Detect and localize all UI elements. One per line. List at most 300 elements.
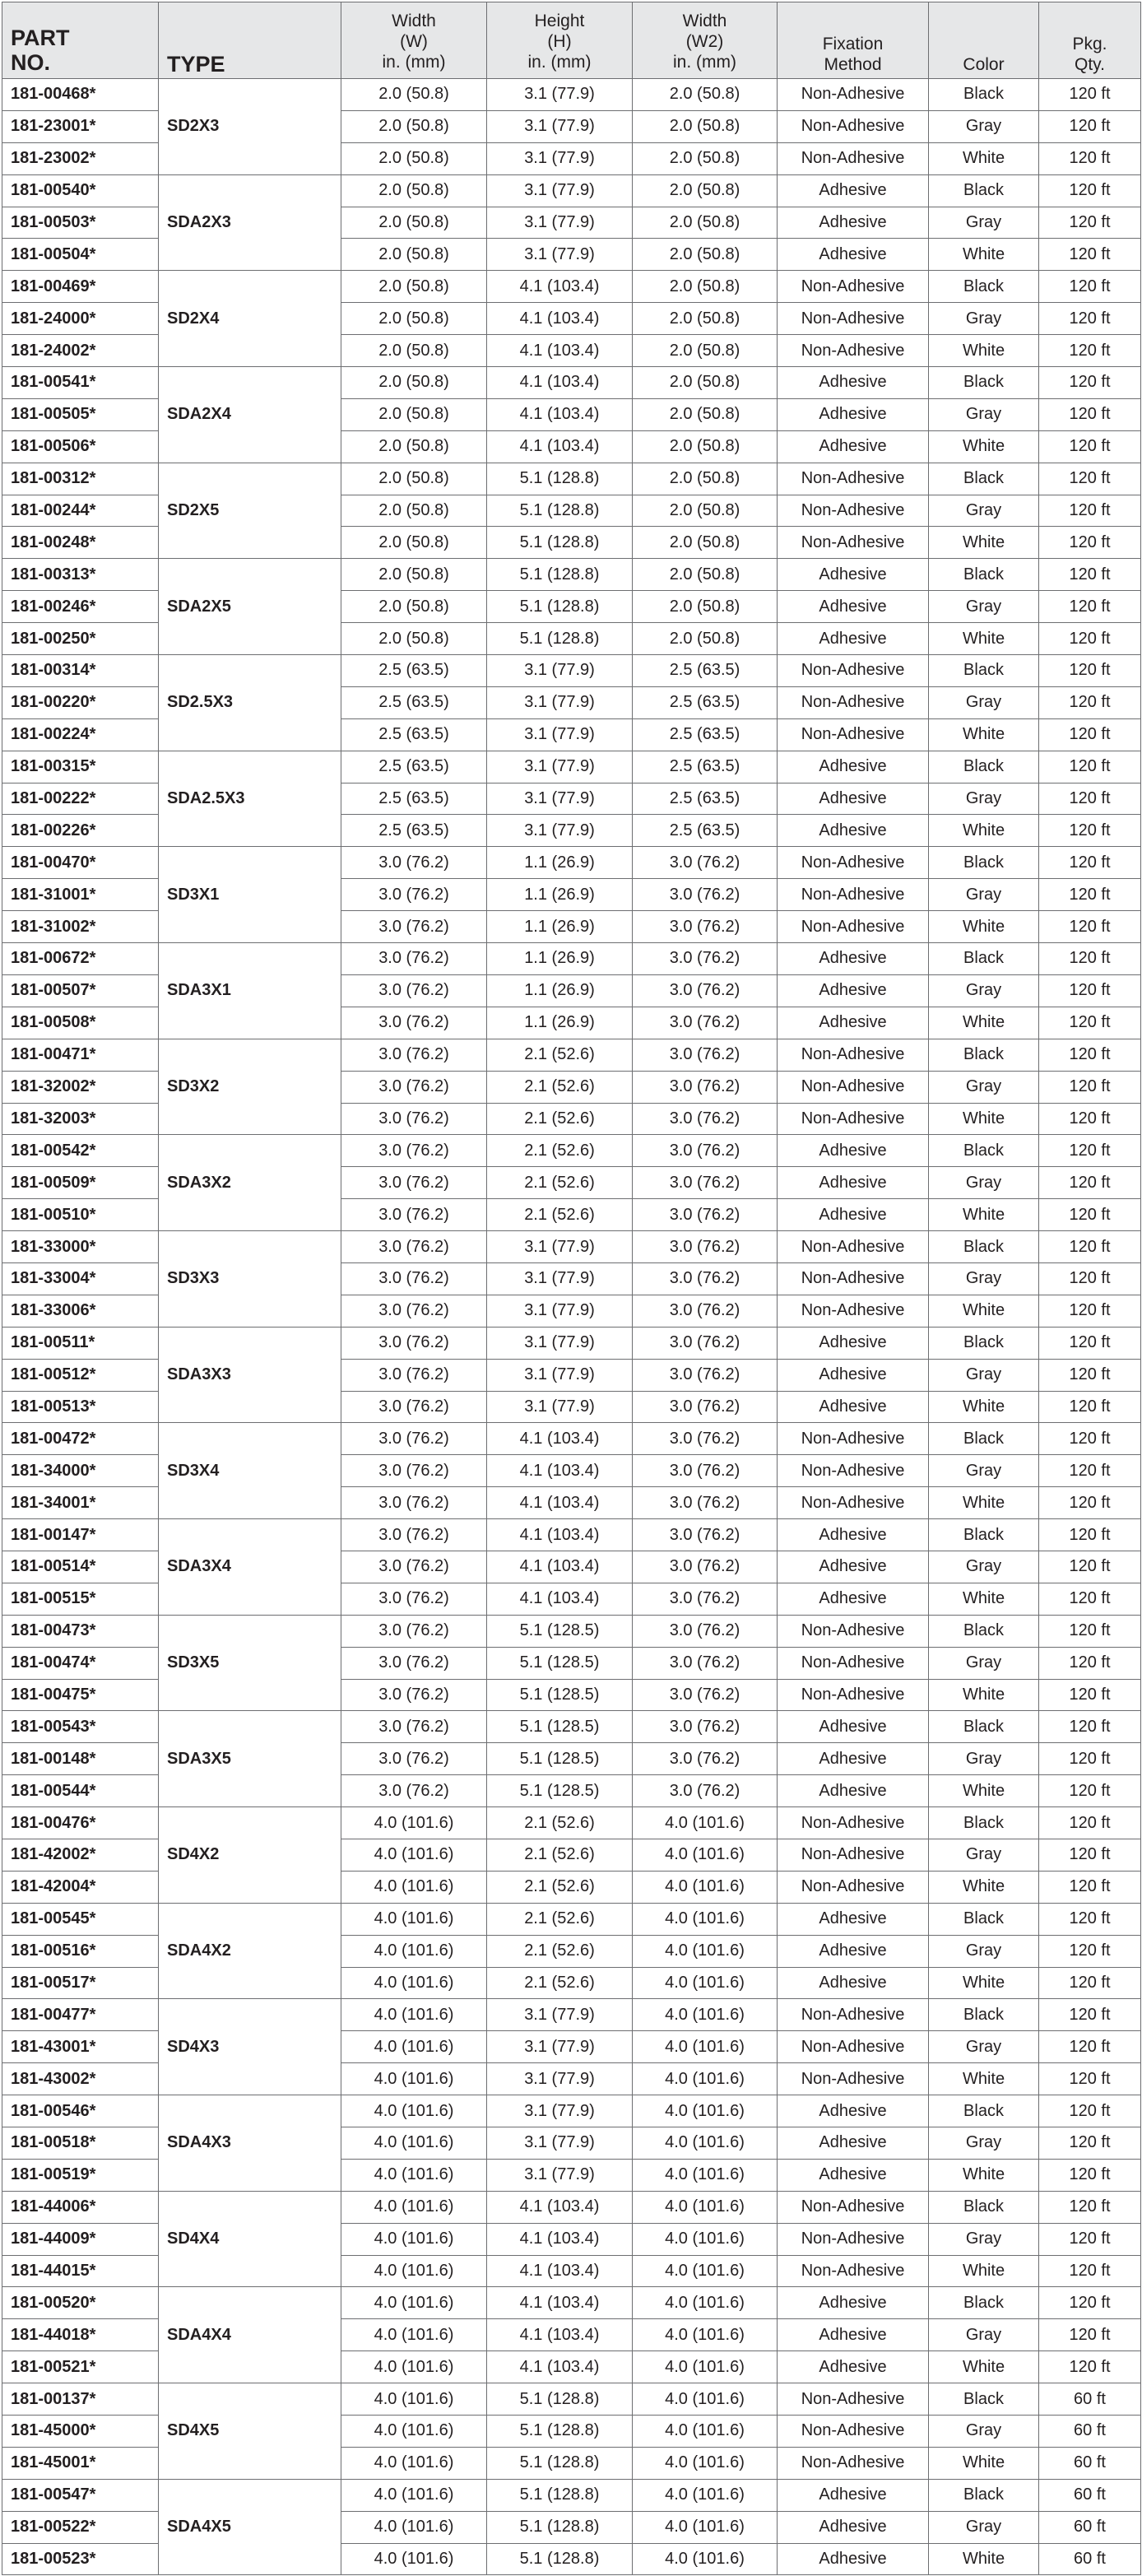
type-cell: SDA2X4 — [159, 367, 341, 463]
type-cell: SDA3X4 — [159, 1519, 341, 1616]
color-cell: Gray — [929, 783, 1039, 815]
fixation-method-cell: Non-Adhesive — [778, 2191, 929, 2223]
type-cell: SDA2X5 — [159, 559, 341, 655]
table-row — [2, 2095, 1141, 2127]
pkg-qty-cell: 120 ft — [1039, 879, 1141, 911]
header-part-no — [2, 2, 159, 79]
height-cell: 4.1 (103.4) — [487, 271, 633, 303]
pkg-qty-cell: 120 ft — [1039, 591, 1141, 623]
pkg-qty-cell: 120 ft — [1039, 1071, 1141, 1103]
height-cell: 4.1 (103.4) — [487, 1583, 633, 1615]
height-cell: 5.1 (128.8) — [487, 495, 633, 527]
part-number-cell: 181-00246* — [2, 591, 159, 623]
width-cell: 4.0 (101.6) — [341, 2416, 487, 2448]
pkg-qty-cell: 120 ft — [1039, 1679, 1141, 1711]
height-cell: 4.1 (103.4) — [487, 430, 633, 463]
color-cell: Gray — [929, 398, 1039, 430]
height-cell: 5.1 (128.5) — [487, 1775, 633, 1807]
fixation-method-cell: Adhesive — [778, 943, 929, 975]
color-cell: Black — [929, 1231, 1039, 1263]
pkg-qty-cell: 120 ft — [1039, 783, 1141, 815]
width-cell: 4.0 (101.6) — [341, 2095, 487, 2127]
color-cell: White — [929, 527, 1039, 559]
width2-cell: 4.0 (101.6) — [633, 2159, 778, 2191]
color-cell: Black — [929, 2191, 1039, 2223]
type-cell: SD3X4 — [159, 1423, 341, 1519]
color-cell: Gray — [929, 2511, 1039, 2543]
pkg-qty-cell: 120 ft — [1039, 1807, 1141, 1839]
width2-cell: 3.0 (76.2) — [633, 1167, 778, 1199]
part-number-cell: 181-00540* — [2, 174, 159, 207]
type-cell: SDA2.5X3 — [159, 751, 341, 847]
part-number-cell: 181-00504* — [2, 239, 159, 271]
width-cell: 4.0 (101.6) — [341, 2063, 487, 2095]
type-cell: SDA3X3 — [159, 1327, 341, 1423]
color-cell: Black — [929, 1519, 1039, 1551]
table-row — [2, 79, 1141, 111]
table-row — [2, 463, 1141, 495]
pkg-qty-cell: 120 ft — [1039, 2127, 1141, 2160]
width-cell: 2.0 (50.8) — [341, 110, 487, 142]
color-cell: Gray — [929, 1935, 1039, 1967]
fixation-method-cell: Non-Adhesive — [778, 1487, 929, 1519]
color-cell: White — [929, 1391, 1039, 1423]
part-number-cell: 181-34000* — [2, 1455, 159, 1487]
fixation-method-cell: Adhesive — [778, 1199, 929, 1231]
height-cell: 5.1 (128.5) — [487, 1711, 633, 1743]
part-number-cell: 181-00507* — [2, 974, 159, 1007]
pkg-qty-cell: 120 ft — [1039, 815, 1141, 847]
fixation-method-cell: Adhesive — [778, 1743, 929, 1775]
part-number-cell: 181-00313* — [2, 559, 159, 591]
header-part-line2: NO. — [11, 50, 51, 75]
part-number-cell: 181-00222* — [2, 783, 159, 815]
pkg-qty-cell: 120 ft — [1039, 655, 1141, 687]
pkg-qty-cell: 120 ft — [1039, 1455, 1141, 1487]
part-number-cell: 181-43002* — [2, 2063, 159, 2095]
pkg-qty-cell: 120 ft — [1039, 398, 1141, 430]
fixation-method-cell: Non-Adhesive — [778, 463, 929, 495]
height-cell: 4.1 (103.4) — [487, 303, 633, 335]
fixation-method-cell: Adhesive — [778, 1711, 929, 1743]
color-cell: White — [929, 1871, 1039, 1903]
pkg-qty-cell: 120 ft — [1039, 1135, 1141, 1167]
header-width2-line3: in. (mm) — [673, 52, 736, 72]
width2-cell: 4.0 (101.6) — [633, 2287, 778, 2319]
part-number-cell: 181-00470* — [2, 847, 159, 879]
type-cell: SDA4X3 — [159, 2095, 341, 2192]
width2-cell: 4.0 (101.6) — [633, 2511, 778, 2543]
fixation-method-cell: Adhesive — [778, 1903, 929, 1935]
width-cell: 4.0 (101.6) — [341, 2447, 487, 2479]
part-number-cell: 181-00475* — [2, 1679, 159, 1711]
width-cell: 4.0 (101.6) — [341, 2255, 487, 2287]
part-number-cell: 181-43001* — [2, 2031, 159, 2063]
fixation-method-cell: Non-Adhesive — [778, 1615, 929, 1647]
pkg-qty-cell: 120 ft — [1039, 1551, 1141, 1583]
width2-cell: 3.0 (76.2) — [633, 1679, 778, 1711]
fixation-method-cell: Non-Adhesive — [778, 1807, 929, 1839]
width-cell: 4.0 (101.6) — [341, 1903, 487, 1935]
width-cell: 4.0 (101.6) — [341, 2191, 487, 2223]
part-number-cell: 181-00220* — [2, 686, 159, 718]
width2-cell: 2.0 (50.8) — [633, 239, 778, 271]
color-cell: Gray — [929, 110, 1039, 142]
color-cell: Black — [929, 2287, 1039, 2319]
fixation-method-cell: Adhesive — [778, 1935, 929, 1967]
part-number-cell: 181-00312* — [2, 463, 159, 495]
pkg-qty-cell: 120 ft — [1039, 847, 1141, 879]
height-cell: 5.1 (128.5) — [487, 1647, 633, 1679]
part-number-cell: 181-00513* — [2, 1391, 159, 1423]
width-cell: 3.0 (76.2) — [341, 879, 487, 911]
color-cell: White — [929, 1487, 1039, 1519]
color-cell: Black — [929, 1327, 1039, 1359]
fixation-method-cell: Adhesive — [778, 591, 929, 623]
table-row — [2, 1231, 1141, 1263]
fixation-method-cell: Non-Adhesive — [778, 2447, 929, 2479]
width2-cell: 4.0 (101.6) — [633, 2319, 778, 2351]
pkg-qty-cell: 120 ft — [1039, 1423, 1141, 1455]
pkg-qty-cell: 120 ft — [1039, 174, 1141, 207]
table-row — [2, 1807, 1141, 1839]
pkg-qty-cell: 120 ft — [1039, 2095, 1141, 2127]
height-cell: 5.1 (128.8) — [487, 2447, 633, 2479]
table-row — [2, 1135, 1141, 1167]
pkg-qty-cell: 120 ft — [1039, 1487, 1141, 1519]
height-cell: 3.1 (77.9) — [487, 1231, 633, 1263]
width-cell: 4.0 (101.6) — [341, 2287, 487, 2319]
width2-cell: 2.0 (50.8) — [633, 207, 778, 239]
width-cell: 3.0 (76.2) — [341, 974, 487, 1007]
height-cell: 2.1 (52.6) — [487, 1199, 633, 1231]
width-cell: 3.0 (76.2) — [341, 1071, 487, 1103]
height-cell: 3.1 (77.9) — [487, 751, 633, 783]
fixation-method-cell: Non-Adhesive — [778, 110, 929, 142]
table-row — [2, 751, 1141, 783]
fixation-method-cell: Non-Adhesive — [778, 527, 929, 559]
fixation-method-cell: Non-Adhesive — [778, 1839, 929, 1871]
height-cell: 2.1 (52.6) — [487, 1807, 633, 1839]
header-qty-line2: Qty. — [1075, 55, 1105, 74]
part-number-cell: 181-00508* — [2, 1007, 159, 1039]
color-cell: Gray — [929, 1839, 1039, 1871]
height-cell: 5.1 (128.8) — [487, 591, 633, 623]
width2-cell: 4.0 (101.6) — [633, 2031, 778, 2063]
fixation-method-cell: Adhesive — [778, 2511, 929, 2543]
pkg-qty-cell: 120 ft — [1039, 495, 1141, 527]
height-cell: 3.1 (77.9) — [487, 142, 633, 174]
width-cell: 3.0 (76.2) — [341, 943, 487, 975]
width2-cell: 3.0 (76.2) — [633, 1295, 778, 1327]
width2-cell: 2.0 (50.8) — [633, 142, 778, 174]
type-cell: SD4X5 — [159, 2383, 341, 2480]
width-cell: 4.0 (101.6) — [341, 2031, 487, 2063]
fixation-method-cell: Non-Adhesive — [778, 718, 929, 751]
part-number-cell: 181-00226* — [2, 815, 159, 847]
pkg-qty-cell: 120 ft — [1039, 271, 1141, 303]
height-cell: 4.1 (103.4) — [487, 2351, 633, 2383]
pkg-qty-cell: 120 ft — [1039, 1647, 1141, 1679]
color-cell: White — [929, 430, 1039, 463]
height-cell: 4.1 (103.4) — [487, 1487, 633, 1519]
header-width — [341, 2, 487, 79]
width-cell: 2.0 (50.8) — [341, 591, 487, 623]
height-cell: 3.1 (77.9) — [487, 1359, 633, 1391]
width2-cell: 3.0 (76.2) — [633, 1647, 778, 1679]
pkg-qty-cell: 120 ft — [1039, 2255, 1141, 2287]
fixation-method-cell: Adhesive — [778, 1551, 929, 1583]
width2-cell: 3.0 (76.2) — [633, 1583, 778, 1615]
pkg-qty-cell: 120 ft — [1039, 911, 1141, 943]
part-number-cell: 181-00509* — [2, 1167, 159, 1199]
height-cell: 4.1 (103.4) — [487, 367, 633, 399]
type-cell: SD2X4 — [159, 271, 341, 367]
part-number-cell: 181-00505* — [2, 398, 159, 430]
width-cell: 2.5 (63.5) — [341, 815, 487, 847]
width2-cell: 3.0 (76.2) — [633, 1615, 778, 1647]
height-cell: 1.1 (26.9) — [487, 911, 633, 943]
height-cell: 3.1 (77.9) — [487, 783, 633, 815]
height-cell: 3.1 (77.9) — [487, 686, 633, 718]
height-cell: 2.1 (52.6) — [487, 1935, 633, 1967]
width2-cell: 4.0 (101.6) — [633, 1871, 778, 1903]
width2-cell: 2.5 (63.5) — [633, 751, 778, 783]
height-cell: 3.1 (77.9) — [487, 2031, 633, 2063]
width-cell: 3.0 (76.2) — [341, 1231, 487, 1263]
pkg-qty-cell: 120 ft — [1039, 2287, 1141, 2319]
fixation-method-cell: Adhesive — [778, 1359, 929, 1391]
pkg-qty-cell: 120 ft — [1039, 623, 1141, 655]
color-cell: Gray — [929, 303, 1039, 335]
color-cell: Black — [929, 1807, 1039, 1839]
part-number-cell: 181-00515* — [2, 1583, 159, 1615]
header-fixation-line2: Method — [824, 55, 882, 74]
fixation-method-cell: Non-Adhesive — [778, 1423, 929, 1455]
width-cell: 3.0 (76.2) — [341, 1327, 487, 1359]
part-number-cell: 181-00512* — [2, 1359, 159, 1391]
width2-cell: 3.0 (76.2) — [633, 1487, 778, 1519]
header-height-line3: in. (mm) — [527, 52, 592, 72]
height-cell: 1.1 (26.9) — [487, 879, 633, 911]
type-cell: SD4X4 — [159, 2191, 341, 2287]
pkg-qty-cell: 60 ft — [1039, 2416, 1141, 2448]
color-cell: White — [929, 623, 1039, 655]
height-cell: 3.1 (77.9) — [487, 110, 633, 142]
height-cell: 4.1 (103.4) — [487, 2191, 633, 2223]
width-cell: 3.0 (76.2) — [341, 1743, 487, 1775]
pkg-qty-cell: 120 ft — [1039, 2319, 1141, 2351]
part-number-cell: 181-00511* — [2, 1327, 159, 1359]
part-number-cell: 181-00541* — [2, 367, 159, 399]
pkg-qty-cell: 120 ft — [1039, 1103, 1141, 1135]
part-number-cell: 181-45001* — [2, 2447, 159, 2479]
type-cell: SD2.5X3 — [159, 655, 341, 751]
width2-cell: 3.0 (76.2) — [633, 1039, 778, 1071]
part-number-cell: 181-00147* — [2, 1519, 159, 1551]
color-cell: Black — [929, 1423, 1039, 1455]
pkg-qty-cell: 120 ft — [1039, 974, 1141, 1007]
width-cell: 4.0 (101.6) — [341, 2511, 487, 2543]
product-spec-table — [2, 2, 1141, 2575]
width2-cell: 2.0 (50.8) — [633, 430, 778, 463]
type-cell: SDA2X3 — [159, 174, 341, 271]
width-cell: 4.0 (101.6) — [341, 2479, 487, 2511]
width-cell: 2.5 (63.5) — [341, 686, 487, 718]
width-cell: 4.0 (101.6) — [341, 1935, 487, 1967]
width-cell: 3.0 (76.2) — [341, 1167, 487, 1199]
part-number-cell: 181-00148* — [2, 1743, 159, 1775]
height-cell: 3.1 (77.9) — [487, 2159, 633, 2191]
width-cell: 4.0 (101.6) — [341, 2223, 487, 2255]
fixation-method-cell: Non-Adhesive — [778, 655, 929, 687]
color-cell: Black — [929, 1135, 1039, 1167]
fixation-method-cell: Non-Adhesive — [778, 1071, 929, 1103]
width-cell: 2.0 (50.8) — [341, 303, 487, 335]
header-pkg-qty — [1039, 2, 1141, 79]
height-cell: 4.1 (103.4) — [487, 2319, 633, 2351]
color-cell: Gray — [929, 1743, 1039, 1775]
fixation-method-cell: Adhesive — [778, 1519, 929, 1551]
color-cell: Gray — [929, 2127, 1039, 2160]
width-cell: 4.0 (101.6) — [341, 1871, 487, 1903]
pkg-qty-cell: 120 ft — [1039, 943, 1141, 975]
fixation-method-cell: Adhesive — [778, 207, 929, 239]
color-cell: Gray — [929, 1359, 1039, 1391]
color-cell: White — [929, 335, 1039, 367]
header-height-line1: Height — [534, 11, 585, 30]
part-number-cell: 181-00472* — [2, 1423, 159, 1455]
height-cell: 1.1 (26.9) — [487, 974, 633, 1007]
height-cell: 2.1 (52.6) — [487, 1167, 633, 1199]
table-row — [2, 271, 1141, 303]
pkg-qty-cell: 120 ft — [1039, 2031, 1141, 2063]
table-row — [2, 559, 1141, 591]
pkg-qty-cell: 120 ft — [1039, 1519, 1141, 1551]
pkg-qty-cell: 120 ft — [1039, 2351, 1141, 2383]
pkg-qty-cell: 120 ft — [1039, 2223, 1141, 2255]
height-cell: 5.1 (128.8) — [487, 2383, 633, 2416]
fixation-method-cell: Adhesive — [778, 1167, 929, 1199]
pkg-qty-cell: 120 ft — [1039, 686, 1141, 718]
height-cell: 3.1 (77.9) — [487, 2127, 633, 2160]
table-row — [2, 1327, 1141, 1359]
color-cell: Gray — [929, 2416, 1039, 2448]
fixation-method-cell: Non-Adhesive — [778, 879, 929, 911]
header-height-line2: (H) — [547, 31, 572, 51]
pkg-qty-cell: 60 ft — [1039, 2479, 1141, 2511]
height-cell: 2.1 (52.6) — [487, 1135, 633, 1167]
width2-cell: 3.0 (76.2) — [633, 1455, 778, 1487]
width-cell: 3.0 (76.2) — [341, 1295, 487, 1327]
fixation-method-cell: Adhesive — [778, 974, 929, 1007]
width2-cell: 4.0 (101.6) — [633, 2095, 778, 2127]
pkg-qty-cell: 120 ft — [1039, 1935, 1141, 1967]
table-row — [2, 1903, 1141, 1935]
part-number-cell: 181-31002* — [2, 911, 159, 943]
color-cell: Gray — [929, 1551, 1039, 1583]
pkg-qty-cell: 120 ft — [1039, 207, 1141, 239]
width2-cell: 2.0 (50.8) — [633, 463, 778, 495]
fixation-method-cell: Adhesive — [778, 2095, 929, 2127]
color-cell: Black — [929, 367, 1039, 399]
type-cell: SDA3X5 — [159, 1711, 341, 1807]
table-row — [2, 174, 1141, 207]
color-cell: White — [929, 1295, 1039, 1327]
pkg-qty-cell: 120 ft — [1039, 527, 1141, 559]
color-cell: White — [929, 2447, 1039, 2479]
type-cell: SD2X5 — [159, 463, 341, 559]
width-cell: 4.0 (101.6) — [341, 2543, 487, 2575]
color-cell: White — [929, 1007, 1039, 1039]
width-cell: 2.0 (50.8) — [341, 559, 487, 591]
width2-cell: 3.0 (76.2) — [633, 1423, 778, 1455]
color-cell: Black — [929, 1999, 1039, 2031]
width2-cell: 3.0 (76.2) — [633, 1391, 778, 1423]
width-cell: 3.0 (76.2) — [341, 1103, 487, 1135]
part-number-cell: 181-32003* — [2, 1103, 159, 1135]
fixation-method-cell: Adhesive — [778, 367, 929, 399]
height-cell: 5.1 (128.8) — [487, 623, 633, 655]
part-number-cell: 181-42004* — [2, 1871, 159, 1903]
pkg-qty-cell: 120 ft — [1039, 1967, 1141, 1999]
width-cell: 3.0 (76.2) — [341, 1423, 487, 1455]
width2-cell: 3.0 (76.2) — [633, 1327, 778, 1359]
color-cell: White — [929, 239, 1039, 271]
color-cell: Gray — [929, 591, 1039, 623]
width-cell: 4.0 (101.6) — [341, 2127, 487, 2160]
part-number-cell: 181-00250* — [2, 623, 159, 655]
height-cell: 1.1 (26.9) — [487, 847, 633, 879]
width2-cell: 4.0 (101.6) — [633, 2416, 778, 2448]
part-number-cell: 181-45000* — [2, 2416, 159, 2448]
color-cell: White — [929, 2063, 1039, 2095]
width-cell: 3.0 (76.2) — [341, 1199, 487, 1231]
header-width-line1: Width — [392, 11, 436, 30]
header-height — [487, 2, 633, 79]
color-cell: White — [929, 142, 1039, 174]
pkg-qty-cell: 120 ft — [1039, 1391, 1141, 1423]
fixation-method-cell: Non-Adhesive — [778, 1231, 929, 1263]
height-cell: 3.1 (77.9) — [487, 2095, 633, 2127]
height-cell: 3.1 (77.9) — [487, 79, 633, 111]
width-cell: 2.0 (50.8) — [341, 207, 487, 239]
part-number-cell: 181-23001* — [2, 110, 159, 142]
width2-cell: 3.0 (76.2) — [633, 1231, 778, 1263]
color-cell: White — [929, 1967, 1039, 1999]
fixation-method-cell: Non-Adhesive — [778, 271, 929, 303]
color-cell: Black — [929, 655, 1039, 687]
pkg-qty-cell: 120 ft — [1039, 430, 1141, 463]
part-number-cell: 181-00544* — [2, 1775, 159, 1807]
color-cell: Gray — [929, 2319, 1039, 2351]
part-number-cell: 181-00510* — [2, 1199, 159, 1231]
width-cell: 4.0 (101.6) — [341, 2383, 487, 2416]
width2-cell: 4.0 (101.6) — [633, 1967, 778, 1999]
pkg-qty-cell: 120 ft — [1039, 1039, 1141, 1071]
width-cell: 4.0 (101.6) — [341, 2319, 487, 2351]
type-cell: SDA4X4 — [159, 2287, 341, 2383]
width2-cell: 4.0 (101.6) — [633, 2351, 778, 2383]
width2-cell: 3.0 (76.2) — [633, 1711, 778, 1743]
header-qty-line1: Pkg. — [1072, 35, 1107, 53]
part-number-cell: 181-33006* — [2, 1295, 159, 1327]
pkg-qty-cell: 120 ft — [1039, 751, 1141, 783]
width-cell: 3.0 (76.2) — [341, 1775, 487, 1807]
color-cell: Black — [929, 559, 1039, 591]
width2-cell: 4.0 (101.6) — [633, 2191, 778, 2223]
width-cell: 2.0 (50.8) — [341, 527, 487, 559]
